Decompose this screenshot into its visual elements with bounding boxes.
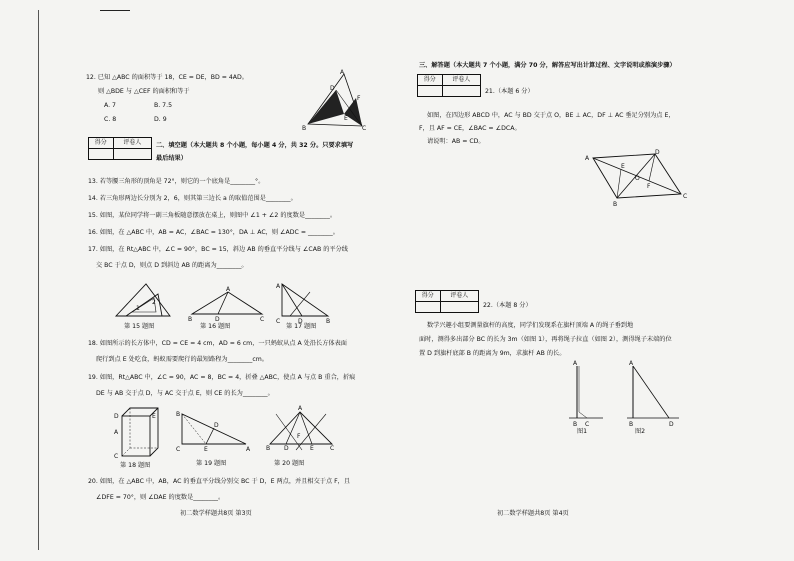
svg-text:A: A <box>298 405 303 412</box>
fig20-bisectors <box>266 404 336 450</box>
svg-text:O: O <box>635 175 640 182</box>
svg-text:E: E <box>152 413 156 420</box>
grader-label: 评卷人 <box>441 291 478 302</box>
fig16-caption: 第 16 题图 <box>200 323 231 330</box>
q22-line3: 置 D 到旗杆底部 B 的距离为 9m，求旗杆 AB 的长。 <box>419 350 566 357</box>
q12-option-d: D. 9 <box>154 116 167 123</box>
svg-text:D: D <box>330 85 335 92</box>
q12-figure <box>300 68 370 130</box>
q12-stem: 12. 已知 △ABC 的面积等于 18，CE = DE，BD = 4AD。 <box>86 74 248 81</box>
svg-text:C: C <box>276 318 281 325</box>
svg-text:A: A <box>226 286 231 293</box>
q19-line2: DE 与 AB 交于点 D，与 AC 交于点 E，则 CE 的长为________。 <box>96 390 274 397</box>
svg-text:C: C <box>683 193 688 200</box>
svg-text:D: D <box>669 421 674 428</box>
svg-text:E: E <box>344 115 348 122</box>
q21-score-box <box>417 74 481 97</box>
svg-text:B: B <box>326 318 331 325</box>
svg-text:D: D <box>114 413 119 420</box>
q13: 13. 若等腰三角形的顶角是 72°，则它的一个底角是________°。 <box>88 178 265 185</box>
page3-footer: 初二数学样题共8页 第3页 <box>180 510 252 517</box>
fig18-cuboid <box>112 404 162 460</box>
svg-text:C: C <box>260 316 265 323</box>
svg-text:A: A <box>629 360 634 367</box>
fig1-caption: 图1 <box>577 428 588 435</box>
svg-text:B: B <box>629 421 634 428</box>
q19-line1: 19. 如图，Rt△ABC 中，∠C = 90，AC = 8，BC = 4，折叠 △ABC，使点 A 与点 B 重合，折痕 <box>88 374 356 381</box>
q17-line2: 交 BC 于点 D，则点 D 到斜边 AB 的距离为________。 <box>96 262 248 269</box>
score-label: 得分 <box>89 138 114 149</box>
svg-text:E: E <box>621 163 625 170</box>
svg-text:1: 1 <box>136 305 140 312</box>
q12-ask: 则 △BDE 与 △CEF 的面积和等于 <box>98 88 190 95</box>
svg-text:F: F <box>357 95 361 102</box>
svg-text:F: F <box>297 433 301 440</box>
q20-line1: 20. 如图，在 △ABC 中，AB，AC 的垂直平分线分别交 BC 于 D，E 两点，并且相交于点 F，且 <box>88 478 351 485</box>
grader-label: 评卷人 <box>443 75 480 86</box>
grader-label: 评卷人 <box>114 138 151 149</box>
fig2-caption: 图2 <box>635 428 646 435</box>
q17-line1: 17. 如图，在 Rt△ABC 中，∠C = 90°，BC = 15，斜边 AB 的垂直平分线与 ∠CAB 的平分线 <box>88 246 348 253</box>
svg-text:E: E <box>204 446 208 453</box>
section2-title-line2: 最后结果） <box>156 155 187 162</box>
page4-footer: 初二数学样题共8页 第4页 <box>497 510 569 517</box>
svg-text:C: C <box>585 421 590 428</box>
q22-fig1-flagpole <box>567 360 607 430</box>
q18-line1: 18. 如图所示的长方体中，CD = CE = 4 cm，AD = 6 cm，一只蚂蚁从点 A 处沿长方体表面 <box>88 340 347 347</box>
svg-text:F: F <box>647 183 651 190</box>
svg-text:2: 2 <box>152 299 156 306</box>
q18-line2: 爬行到点 E 处吃食，蚂蚁需要爬行的最短路程为________cm。 <box>96 356 268 363</box>
svg-text:E: E <box>310 445 314 452</box>
q22-line1: 数学兴趣小组要测量旗杆的高度，同学们发现系在旗杆顶端 A 的绳子垂到地 <box>427 322 634 329</box>
page-4 <box>397 0 794 561</box>
score-label: 得分 <box>416 291 441 302</box>
q21-line2: F，且 AF = CE，∠BAC = ∠DCA。 <box>419 125 521 132</box>
svg-text:B: B <box>613 201 618 208</box>
q22-score-box <box>415 290 479 313</box>
q22-heading: 22.（本题 8 分） <box>483 302 532 309</box>
q22-line2: 面时，测得多出部分 BC 的长为 3m（如图 1），再将绳子拉直（如图 2），测得绳子末端的位 <box>419 336 672 343</box>
svg-text:C: C <box>330 445 335 452</box>
svg-text:B: B <box>188 316 193 323</box>
fig17-caption: 第 17 题图 <box>286 323 317 330</box>
q21-line3: 请说明：AB = CD。 <box>427 138 485 145</box>
svg-text:A: A <box>276 283 281 290</box>
fig15-set-squares <box>112 282 174 320</box>
score-label: 得分 <box>418 75 443 86</box>
svg-text:D: D <box>284 445 289 452</box>
svg-text:D: D <box>298 318 303 325</box>
svg-text:D: D <box>214 422 219 429</box>
svg-text:A: A <box>340 69 345 76</box>
fig19-caption: 第 19 题图 <box>196 460 227 467</box>
fig20-caption: 第 20 题图 <box>274 460 305 467</box>
q21-heading: 21.（本题 6 分） <box>485 88 534 95</box>
fig16-triangle <box>188 286 266 322</box>
fig18-caption: 第 18 题图 <box>120 462 151 469</box>
q15: 15. 如图，某位同学将一副三角板随意摆放在桌上，则图中 ∠1 + ∠2 的度数是________。 <box>88 212 337 219</box>
svg-text:B: B <box>302 125 307 132</box>
fig19-fold <box>176 410 252 454</box>
fig15-caption: 第 15 题图 <box>124 323 155 330</box>
svg-text:B: B <box>266 445 271 452</box>
q16: 16. 如图，在 △ABC 中，AB = AC，∠BAC = 130°，DA ⊥ AC，则 ∠ADC = ________。 <box>88 229 339 236</box>
svg-text:A: A <box>585 155 590 162</box>
svg-text:A: A <box>114 429 119 436</box>
svg-text:C: C <box>176 446 181 453</box>
q12-option-a: A. 7 <box>104 102 116 109</box>
section3-title: 三、解答题（本大题共 7 个小题，满分 70 分，解答应写出计算过程、文字说明或推演步骤） <box>419 62 676 69</box>
svg-text:C: C <box>114 453 119 460</box>
q12-option-c: C. 8 <box>104 116 117 123</box>
q21-line1: 如图，在四边形 ABCD 中，AC 与 BD 交于点 O，BE ⊥ AC，DF ⊥ AC 垂足分别为点 E， <box>427 112 675 119</box>
svg-text:D: D <box>215 316 220 323</box>
q12-option-b: B. 7.5 <box>154 102 173 109</box>
q21-quadrilateral <box>585 150 695 208</box>
svg-text:C: C <box>362 125 367 132</box>
q14: 14. 若三角形两边长分别为 2，6，则其第三边长 a 的取值范围是________。 <box>88 195 297 202</box>
svg-text:D: D <box>655 149 660 156</box>
svg-text:A: A <box>246 446 251 453</box>
section2-score-box <box>88 137 152 160</box>
fig17-right-triangle <box>276 282 334 324</box>
q22-fig2-flagpole <box>625 360 681 430</box>
q20-line2: ∠DFE = 70°，则 ∠DAE 的度数是________。 <box>96 494 225 501</box>
section2-title-line1: 二、填空题（本大题共 8 个小题，每小题 4 分，共 32 分。只要求填写 <box>156 142 354 149</box>
svg-text:B: B <box>573 421 578 428</box>
svg-text:B: B <box>176 411 181 418</box>
svg-text:A: A <box>573 360 578 367</box>
